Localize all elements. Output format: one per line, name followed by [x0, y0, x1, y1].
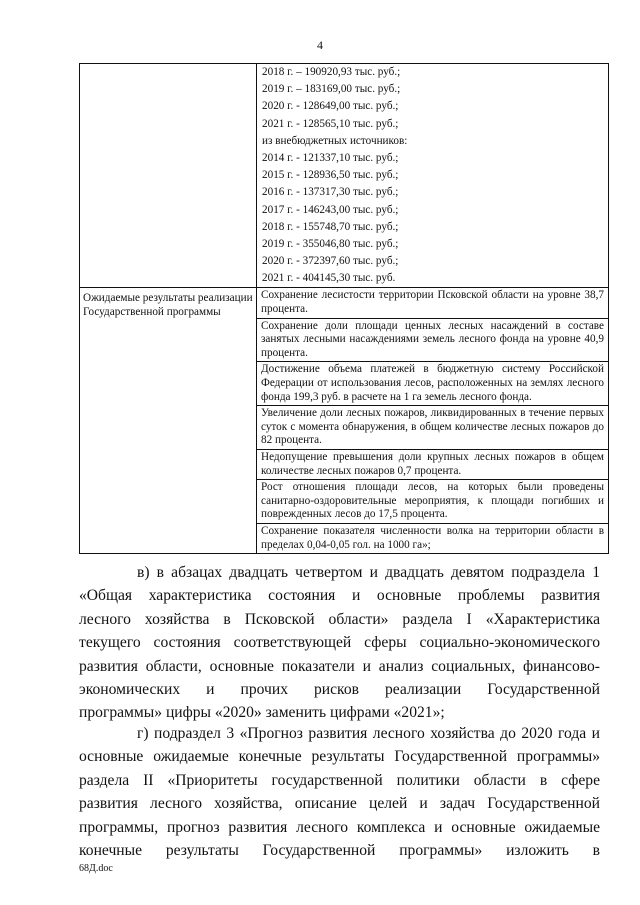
paragraph-g [79, 722, 600, 862]
financing-line: 2019 г. - 355046,80 тыс. руб.; [262, 237, 399, 250]
paragraph-line: в) в абзацах двадцать четвертом и двадцать девятом подраздела 1 [137, 564, 600, 581]
financing-line: 2019 г. – 183169,00 тыс. руб.; [262, 83, 401, 96]
paragraph-line: развития лесного хозяйства, описание целей и задач Государственной [79, 795, 600, 813]
paragraph-line: программы» цифры «2020» заменить цифрами «2021»; [79, 704, 445, 722]
financing-line: 2020 г. - 372397,60 тыс. руб.; [262, 255, 399, 268]
paragraph-line: развития области, основные показатели и анализ социальных, финансово- [79, 657, 600, 675]
financing-label-cell [80, 64, 257, 288]
paragraph-line: текущего состояния соответствующей сферы социально-экономического [79, 634, 600, 652]
result-item: Сохранение доли площади ценных лесных насаждений в составе занятых лесными насаждениями земель лесного фонда на уровне 40,9 процента. [257, 318, 608, 362]
paragraph-line: программы, прогноз развития лесного комплекса и основные ожидаемые [79, 818, 600, 836]
result-item: Сохранение показателя численности волка на территории области в пределах 0,04-0,05 гол. на 1000 га»; [257, 523, 608, 553]
financing-line: 2021 г. - 404145,30 тыс. руб. [262, 272, 396, 285]
paragraph-line: г) подраздел 3 «Прогноз развития лесного хозяйства до 2020 года и [137, 725, 600, 742]
financing-line: 2016 г. - 137317,30 тыс. руб.; [262, 186, 399, 199]
financing-cell [257, 64, 609, 288]
paragraph-line: раздела II «Приоритеты государственной политики области в сфере [79, 771, 600, 789]
financing-line: 2014 г. - 121337,10 тыс. руб.; [262, 151, 399, 164]
results-cell [257, 288, 609, 554]
paragraph-v [79, 561, 600, 725]
financing-line: 2015 г. - 128936,50 тыс. руб.; [262, 169, 399, 182]
financing-line: из внебюджетных источников: [262, 134, 408, 147]
result-item: Достижение объема платежей в бюджетную систему Российской Федерации от использования лесов, расположенных на землях лесного фонда 199,3 руб. в расчете на 1 га земель лесного фонда. [257, 361, 608, 405]
result-item: Сохранение лесистости территории Псковской области на уровне 38,7 процента. [261, 289, 604, 316]
financing-line: 2018 г. - 155748,70 тыс. руб.; [262, 220, 399, 233]
file-name-footer: 68Д.doc [79, 863, 113, 874]
financing-row [80, 64, 609, 288]
result-item: Рост отношения площади лесов, на которых были проведены санитарно-оздоровительные мероприятия, к площади погибших и поврежденных лесов до 17,5 процента. [257, 479, 608, 523]
financing-line: 2018 г. – 190920,93 тыс. руб.; [262, 66, 401, 78]
paragraph-line: основные ожидаемые конечные результаты Государственной программы» [79, 748, 600, 766]
page-number: 4 [317, 38, 323, 52]
financing-line: 2020 г. - 128649,00 тыс. руб.; [262, 100, 399, 113]
paragraph-line: «Общая характеристика состояния и основные проблемы развития [79, 587, 600, 605]
program-passport-table [79, 63, 609, 554]
results-row [80, 288, 609, 554]
paragraph-line: лесного хозяйства в Псковской области» раздела I «Характеристика [79, 610, 600, 628]
paragraph-line: экономических и прочих рисков реализации Государственной [79, 681, 600, 699]
financing-line: 2017 г. - 146243,00 тыс. руб.; [262, 203, 399, 216]
results-label: Ожидаемые результаты реализации Государственной программы [80, 288, 257, 554]
paragraph-line: конечные результаты Государственной программы» изложить в [79, 842, 600, 860]
result-item: Недопущение превышения доли крупных лесных пожаров в общем количестве лесных пожаров 0,7 процента. [257, 449, 608, 479]
result-item: Увеличение доли лесных пожаров, ликвидированных в течение первых суток с момента обнаружения, в общем количестве лесных пожаров до 82 процента. [257, 405, 608, 449]
financing-line: 2021 г. - 128565,10 тыс. руб.; [262, 117, 399, 130]
